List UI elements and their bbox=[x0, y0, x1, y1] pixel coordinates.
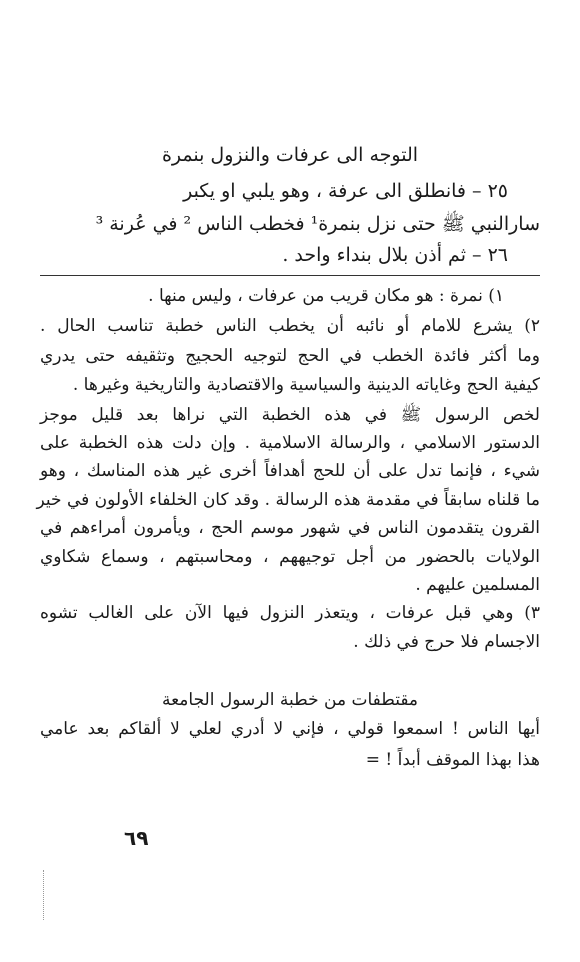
footnote-2-line-3: كيفية الحج وغاياته الدينية والسياسية والاقتصادية والتاريخية وغيرها . bbox=[72, 375, 540, 395]
paragraph-line-7: المسلمين عليهم . bbox=[415, 575, 540, 595]
paragraph-line-4: ما قلناه سابقاً في مقدمة هذه الرسالة . وقد كان الخلفاء الأولون في خير bbox=[36, 490, 540, 510]
main-line-2: سارالنبي ﷺ حتى نزل بنمرة¹ فخطب الناس ² في عُرنة ³ bbox=[95, 213, 540, 235]
sermon-line-2: هذا بهذا الموقف أبداً ! = bbox=[365, 750, 540, 770]
margin-dots bbox=[43, 870, 45, 920]
footnote-separator bbox=[40, 275, 540, 276]
sermon-line-1: أيها الناس ! اسمعوا قولي ، فإني لا أدري لعلي لا ألقاكم بعد عامي bbox=[40, 719, 540, 739]
paragraph-line-1: لخص الرسول ﷺ في هذه الخطبة التي نراها بعد قليل موجز bbox=[40, 405, 540, 425]
paragraph-line-5: القرون يتقدمون الناس في شهور موسم الحج ، ويأمرون أمراءهم في bbox=[40, 518, 540, 538]
main-line-1: ٢٥ – فانطلق الى عرفة ، وهو يلبي او يكبر bbox=[183, 180, 508, 202]
main-line-3: ٢٦ – ثم أذن بلال بنداء واحد . bbox=[282, 244, 508, 266]
page-number: ٦٩ bbox=[124, 826, 149, 850]
footnote-1: ١) نمرة : هو مكان قريب من عرفات ، وليس منها . bbox=[148, 286, 504, 306]
paragraph-line-3: شيء ، فإنما تدل على أن للحج أهدافاً أخرى غير هذه المناسك ، وهو bbox=[40, 461, 540, 481]
paragraph-line-6: الولايات بالحضور من أجل توجيههم ، ومحاسبتهم ، وسماع شكاوي bbox=[40, 547, 540, 567]
paragraph-line-2: الدستور الاسلامي ، والرسالة الاسلامية . وإن دلت هذه الخطبة على bbox=[40, 433, 540, 453]
footnote-3: ٣) وهي قبل عرفات ، ويتعذر النزول فيها الآن على الغالب تشوه bbox=[40, 603, 540, 623]
chapter-heading: التوجه الى عرفات والنزول بنمرة bbox=[161, 144, 419, 166]
footnote-3-line-2: الاجسام فلا حرج في ذلك . bbox=[353, 632, 540, 652]
footnote-2-line-2: وما أكثر فائدة الخطب في الحج لتوجيه الحجيج وتثقيفه حتى يدري bbox=[40, 346, 540, 366]
footnote-2: ٢) يشرع للامام أو نائبه أن يخطب الناس خطبة تناسب الحال . bbox=[40, 316, 540, 336]
section-heading: مقتطفات من خطبة الرسول الجامعة bbox=[161, 690, 419, 710]
